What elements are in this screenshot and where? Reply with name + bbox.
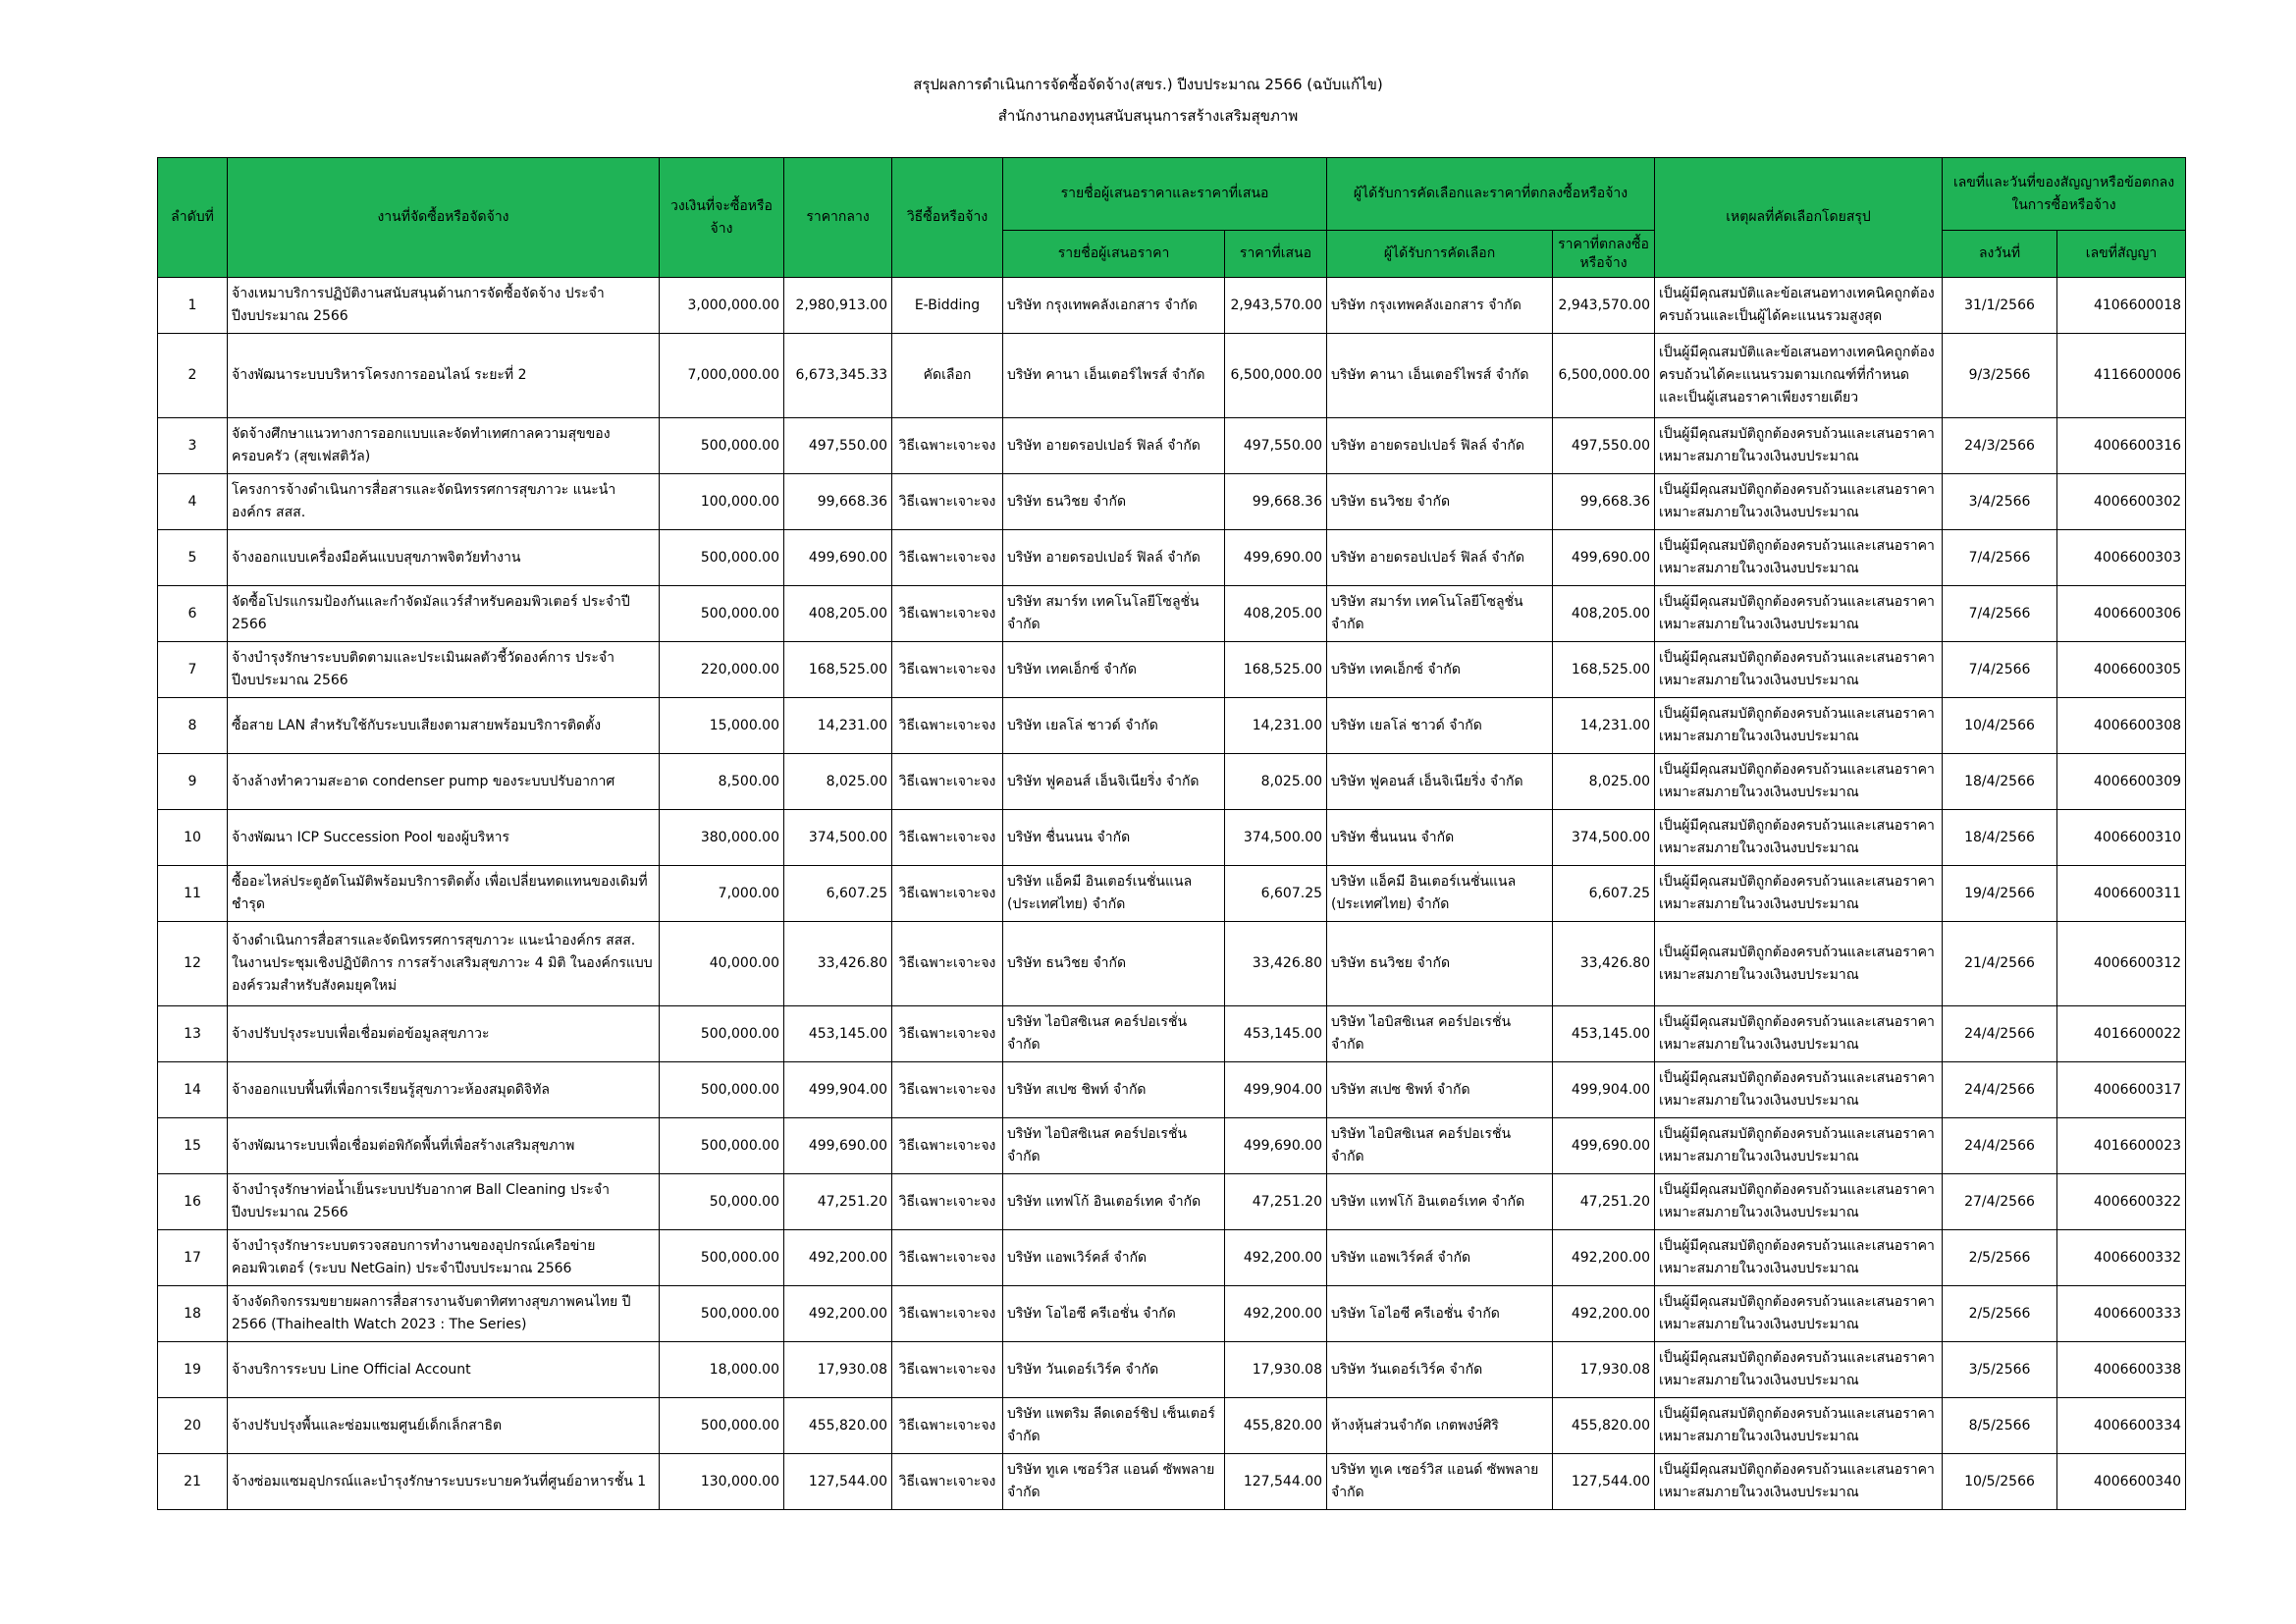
table-row (158, 474, 2186, 530)
cell-winner: บริษัท ไอบิสซิเนส คอร์ปอเรชั่น จำกัด (1327, 1118, 1553, 1174)
cell-method: วิธีเฉพาะเจาะจง (892, 1454, 1003, 1510)
cell-agreed-price: 455,820.00 (1553, 1398, 1655, 1454)
cell-date: 2/5/2566 (1943, 1230, 2057, 1286)
cell-date: 18/4/2566 (1943, 754, 2057, 810)
cell-bidder: บริษัท แอ็คมี อินเตอร์เนชั่นแนล (ประเทศไทย) จำกัด (1003, 866, 1225, 922)
cell-bid-price: 33,426.80 (1225, 922, 1327, 1006)
cell-bidder: บริษัท สมาร์ท เทคโนโลยีโซลูชั่น จำกัด (1003, 586, 1225, 642)
header-bidder: รายชื่อผู้เสนอราคา (1003, 231, 1225, 278)
cell-contract-no: 4006600334 (2057, 1398, 2186, 1454)
page-title: สรุปผลการดำเนินการจัดซื้อจัดจ้าง(สขร.) ปีงบประมาณ 2566 (ฉบับแก้ไข) (913, 76, 1383, 93)
cell-date: 8/5/2566 (1943, 1398, 2057, 1454)
cell-method: วิธีเฉพาะเจาะจง (892, 1230, 1003, 1286)
header-contract-group: เลขที่และวันที่ของสัญญาหรือข้อตกลงในการซื้อหรือจ้าง (1943, 158, 2186, 231)
cell-item: จ้างปรับปรุงระบบเพื่อเชื่อมต่อข้อมูลสุขภาวะ (228, 1006, 660, 1062)
cell-reason: เป็นผู้มีคุณสมบัติถูกต้องครบถ้วนและเสนอราคาเหมาะสมภายในวงเงินงบประมาณ (1655, 1454, 1943, 1510)
cell-seq: 2 (158, 334, 228, 418)
cell-winner: บริษัท ไอบิสซิเนส คอร์ปอเรชั่น จำกัด (1327, 1006, 1553, 1062)
header-bid-price: ราคาที่เสนอ (1225, 231, 1327, 278)
cell-seq: 16 (158, 1174, 228, 1230)
cell-bidder: บริษัท ชื่นนนน จำกัด (1003, 810, 1225, 866)
procurement-table (157, 157, 2186, 1510)
cell-winner: บริษัท วันเดอร์เวิร์ค จำกัด (1327, 1342, 1553, 1398)
cell-median: 455,820.00 (784, 1398, 892, 1454)
cell-budget: 500,000.00 (660, 1118, 784, 1174)
cell-seq: 1 (158, 278, 228, 334)
cell-method: คัดเลือก (892, 334, 1003, 418)
cell-agreed-price: 127,544.00 (1553, 1454, 1655, 1510)
cell-bidder: บริษัท แพตริม ลีดเดอร์ชิป เซ็นเตอร์ จำกัด (1003, 1398, 1225, 1454)
cell-reason: เป็นผู้มีคุณสมบัติถูกต้องครบถ้วนและเสนอราคาเหมาะสมภายในวงเงินงบประมาณ (1655, 810, 1943, 866)
cell-winner: บริษัท สมาร์ท เทคโนโลยีโซลูชั่น จำกัด (1327, 586, 1553, 642)
cell-bid-price: 168,525.00 (1225, 642, 1327, 698)
cell-agreed-price: 374,500.00 (1553, 810, 1655, 866)
table-row (158, 810, 2186, 866)
cell-item: จัดจ้างศึกษาแนวทางการออกแบบและจัดทำเทศกาลความสุขของครอบครัว (สุขเฟสติวัล) (228, 418, 660, 474)
cell-date: 7/4/2566 (1943, 530, 2057, 586)
cell-method: วิธีเฉพาะเจาะจง (892, 1118, 1003, 1174)
cell-contract-no: 4006600309 (2057, 754, 2186, 810)
cell-method: วิธีเฉพาะเจาะจง (892, 586, 1003, 642)
table-row (158, 754, 2186, 810)
cell-reason: เป็นผู้มีคุณสมบัติถูกต้องครบถ้วนและเสนอราคาเหมาะสมภายในวงเงินงบประมาณ (1655, 922, 1943, 1006)
cell-seq: 6 (158, 586, 228, 642)
cell-budget: 8,500.00 (660, 754, 784, 810)
cell-date: 10/4/2566 (1943, 698, 2057, 754)
cell-item: จ้างบำรุงรักษาระบบตรวจสอบการทำงานของอุปกรณ์เครือข่ายคอมพิวเตอร์ (ระบบ NetGain) ประจำปีงบประมาณ 2566 (228, 1230, 660, 1286)
table-row (158, 1174, 2186, 1230)
cell-method: วิธีเฉพาะเจาะจง (892, 698, 1003, 754)
cell-method: วิธีเฉพาะเจาะจง (892, 530, 1003, 586)
cell-method: วิธีเฉพาะเจาะจง (892, 642, 1003, 698)
cell-median: 499,690.00 (784, 1118, 892, 1174)
cell-item: จ้างดำเนินการสื่อสารและจัดนิทรรศการสุขภาวะ แนะนำองค์กร สสส. ในงานประชุมเชิงปฏิบัติการ การสร้างเสริมสุขภาวะ 4 มิติ ในองค์กรแบบองค์รวมสำหรับสังคมยุคใหม่ (228, 922, 660, 1006)
cell-winner: บริษัท สเปซ ชิพท์ จำกัด (1327, 1062, 1553, 1118)
cell-budget: 15,000.00 (660, 698, 784, 754)
cell-item: ซื้ออะไหล่ประตูอัตโนมัติพร้อมบริการติดตั้ง เพื่อเปลี่ยนทดแทนของเดิมที่ชำรุด (228, 866, 660, 922)
cell-seq: 9 (158, 754, 228, 810)
cell-reason: เป็นผู้มีคุณสมบัติถูกต้องครบถ้วนและเสนอราคาเหมาะสมภายในวงเงินงบประมาณ (1655, 1398, 1943, 1454)
cell-item: ซื้อสาย LAN สำหรับใช้กับระบบเสียงตามสายพร้อมบริการติดตั้ง (228, 698, 660, 754)
cell-budget: 3,000,000.00 (660, 278, 784, 334)
cell-date: 3/5/2566 (1943, 1342, 2057, 1398)
cell-item: โครงการจ้างดำเนินการสื่อสารและจัดนิทรรศการสุขภาวะ แนะนำองค์กร สสส. (228, 474, 660, 530)
cell-bid-price: 492,200.00 (1225, 1230, 1327, 1286)
cell-budget: 500,000.00 (660, 1230, 784, 1286)
cell-reason: เป็นผู้มีคุณสมบัติถูกต้องครบถ้วนและเสนอราคาเหมาะสมภายในวงเงินงบประมาณ (1655, 530, 1943, 586)
cell-median: 33,426.80 (784, 922, 892, 1006)
cell-date: 7/4/2566 (1943, 586, 2057, 642)
cell-contract-no: 4006600317 (2057, 1062, 2186, 1118)
cell-item: จ้างบำรุงรักษาระบบติดตามและประเมินผลตัวชี้วัดองค์การ ประจำปีงบประมาณ 2566 (228, 642, 660, 698)
cell-bidder: บริษัท โอไอซี ครีเอชั่น จำกัด (1003, 1286, 1225, 1342)
cell-reason: เป็นผู้มีคุณสมบัติถูกต้องครบถ้วนและเสนอราคาเหมาะสมภายในวงเงินงบประมาณ (1655, 698, 1943, 754)
cell-seq: 11 (158, 866, 228, 922)
cell-median: 17,930.08 (784, 1342, 892, 1398)
cell-bid-price: 455,820.00 (1225, 1398, 1327, 1454)
cell-median: 8,025.00 (784, 754, 892, 810)
page-subtitle: สำนักงานกองทุนสนับสนุนการสร้างเสริมสุขภาพ (997, 107, 1299, 125)
cell-reason: เป็นผู้มีคุณสมบัติถูกต้องครบถ้วนและเสนอราคาเหมาะสมภายในวงเงินงบประมาณ (1655, 418, 1943, 474)
cell-winner: บริษัท ธนวิชย จำกัด (1327, 474, 1553, 530)
cell-date: 3/4/2566 (1943, 474, 2057, 530)
cell-budget: 40,000.00 (660, 922, 784, 1006)
cell-contract-no: 4006600312 (2057, 922, 2186, 1006)
cell-reason: เป็นผู้มีคุณสมบัติและข้อเสนอทางเทคนิคถูกต้องครบถ้วนได้คะแนนรวมตามเกณฑ์ที่กำหนด และเป็นผู้เสนอราคาเพียงรายเดียว (1655, 334, 1943, 418)
cell-agreed-price: 499,690.00 (1553, 530, 1655, 586)
cell-contract-no: 4006600333 (2057, 1286, 2186, 1342)
cell-budget: 500,000.00 (660, 418, 784, 474)
cell-date: 2/5/2566 (1943, 1286, 2057, 1342)
cell-method: วิธีเฉพาะเจาะจง (892, 1342, 1003, 1398)
table-row (158, 922, 2186, 1006)
cell-date: 24/4/2566 (1943, 1006, 2057, 1062)
cell-method: วิธีเฉพาะเจาะจง (892, 1006, 1003, 1062)
cell-bid-price: 453,145.00 (1225, 1006, 1327, 1062)
cell-reason: เป็นผู้มีคุณสมบัติถูกต้องครบถ้วนและเสนอราคาเหมาะสมภายในวงเงินงบประมาณ (1655, 754, 1943, 810)
cell-bid-price: 374,500.00 (1225, 810, 1327, 866)
table-row (158, 334, 2186, 418)
header-winner: ผู้ได้รับการคัดเลือก (1327, 231, 1553, 278)
cell-winner: บริษัท ธนวิชย จำกัด (1327, 922, 1553, 1006)
cell-budget: 500,000.00 (660, 1286, 784, 1342)
cell-budget: 7,000.00 (660, 866, 784, 922)
cell-method: วิธีเฉพาะเจาะจง (892, 474, 1003, 530)
cell-winner: บริษัท แทฟโก้ อินเตอร์เทค จำกัด (1327, 1174, 1553, 1230)
cell-bidder: บริษัท เทคเอ็กซ์ จำกัด (1003, 642, 1225, 698)
table-body (158, 278, 2186, 1510)
cell-median: 99,668.36 (784, 474, 892, 530)
cell-median: 492,200.00 (784, 1230, 892, 1286)
cell-winner: บริษัท แอ็คมี อินเตอร์เนชั่นแนล (ประเทศไทย) จำกัด (1327, 866, 1553, 922)
cell-budget: 500,000.00 (660, 1006, 784, 1062)
cell-budget: 50,000.00 (660, 1174, 784, 1230)
cell-median: 6,607.25 (784, 866, 892, 922)
cell-bid-price: 497,550.00 (1225, 418, 1327, 474)
cell-bidder: บริษัท อายดรอปเปอร์ ฟิลล์ จำกัด (1003, 418, 1225, 474)
cell-seq: 15 (158, 1118, 228, 1174)
cell-contract-no: 4006600311 (2057, 866, 2186, 922)
cell-seq: 19 (158, 1342, 228, 1398)
cell-method: E-Bidding (892, 278, 1003, 334)
cell-bid-price: 6,500,000.00 (1225, 334, 1327, 418)
cell-bid-price: 8,025.00 (1225, 754, 1327, 810)
cell-reason: เป็นผู้มีคุณสมบัติถูกต้องครบถ้วนและเสนอราคาเหมาะสมภายในวงเงินงบประมาณ (1655, 1006, 1943, 1062)
cell-agreed-price: 14,231.00 (1553, 698, 1655, 754)
header-reason: เหตุผลที่คัดเลือกโดยสรุป (1655, 158, 1943, 278)
cell-date: 24/4/2566 (1943, 1062, 2057, 1118)
cell-reason: เป็นผู้มีคุณสมบัติถูกต้องครบถ้วนและเสนอราคาเหมาะสมภายในวงเงินงบประมาณ (1655, 1286, 1943, 1342)
cell-seq: 3 (158, 418, 228, 474)
header-contract-no: เลขที่สัญญา (2057, 231, 2186, 278)
cell-agreed-price: 408,205.00 (1553, 586, 1655, 642)
cell-method: วิธีเฉพาะเจาะจง (892, 1398, 1003, 1454)
cell-winner: บริษัท ชื่นนนน จำกัด (1327, 810, 1553, 866)
table-row (158, 1062, 2186, 1118)
cell-bid-price: 17,930.08 (1225, 1342, 1327, 1398)
table-row (158, 866, 2186, 922)
cell-contract-no: 4006600340 (2057, 1454, 2186, 1510)
cell-median: 499,690.00 (784, 530, 892, 586)
cell-median: 492,200.00 (784, 1286, 892, 1342)
cell-budget: 220,000.00 (660, 642, 784, 698)
header-budget: วงเงินที่จะซื้อหรือจ้าง (660, 158, 784, 278)
table-row (158, 1454, 2186, 1510)
cell-winner: บริษัท คานา เอ็นเตอร์ไพรส์ จำกัด (1327, 334, 1553, 418)
cell-bid-price: 127,544.00 (1225, 1454, 1327, 1510)
cell-bid-price: 2,943,570.00 (1225, 278, 1327, 334)
table-row (158, 278, 2186, 334)
cell-budget: 500,000.00 (660, 586, 784, 642)
cell-agreed-price: 47,251.20 (1553, 1174, 1655, 1230)
cell-bid-price: 492,200.00 (1225, 1286, 1327, 1342)
cell-reason: เป็นผู้มีคุณสมบัติและข้อเสนอทางเทคนิคถูกต้องครบถ้วนและเป็นผู้ได้คะแนนรวมสูงสุด (1655, 278, 1943, 334)
table-row (158, 1398, 2186, 1454)
cell-bidder: บริษัท ธนวิชย จำกัด (1003, 922, 1225, 1006)
header-winner-group: ผู้ได้รับการคัดเลือกและราคาที่ตกลงซื้อหรือจ้าง (1327, 158, 1655, 231)
cell-bid-price: 499,904.00 (1225, 1062, 1327, 1118)
cell-item: จ้างซ่อมแซมอุปกรณ์และบำรุงรักษาระบบระบายควันที่ศูนย์อาหารชั้น 1 (228, 1454, 660, 1510)
cell-bidder: บริษัท คานา เอ็นเตอร์ไพรส์ จำกัด (1003, 334, 1225, 418)
cell-seq: 4 (158, 474, 228, 530)
cell-winner: บริษัท แอพเวิร์คส์ จำกัด (1327, 1230, 1553, 1286)
cell-median: 374,500.00 (784, 810, 892, 866)
cell-item: จ้างออกแบบพื้นที่เพื่อการเรียนรู้สุขภาวะห้องสมุดดิจิทัล (228, 1062, 660, 1118)
table-row (158, 698, 2186, 754)
cell-agreed-price: 499,690.00 (1553, 1118, 1655, 1174)
cell-method: วิธีเฉพาะเจาะจง (892, 418, 1003, 474)
cell-item: จ้างบำรุงรักษาท่อน้ำเย็นระบบปรับอากาศ Ball Cleaning ประจำปีงบประมาณ 2566 (228, 1174, 660, 1230)
cell-median: 127,544.00 (784, 1454, 892, 1510)
cell-bidder: บริษัท แทฟโก้ อินเตอร์เทค จำกัด (1003, 1174, 1225, 1230)
cell-bidder: บริษัท เยลโล่ ชาวด์ จำกัด (1003, 698, 1225, 754)
cell-contract-no: 4006600306 (2057, 586, 2186, 642)
cell-budget: 380,000.00 (660, 810, 784, 866)
cell-seq: 5 (158, 530, 228, 586)
cell-method: วิธีเฉพาะเจาะจง (892, 810, 1003, 866)
cell-median: 2,980,913.00 (784, 278, 892, 334)
cell-item: จ้างปรับปรุงพื้นและซ่อมแซมศูนย์เด็กเล็กสาธิต (228, 1398, 660, 1454)
cell-contract-no: 4006600302 (2057, 474, 2186, 530)
table-row (158, 1342, 2186, 1398)
cell-item: จ้างพัฒนาระบบบริหารโครงการออนไลน์ ระยะที่ 2 (228, 334, 660, 418)
cell-bidder: บริษัท ธนวิชย จำกัด (1003, 474, 1225, 530)
cell-agreed-price: 168,525.00 (1553, 642, 1655, 698)
cell-median: 14,231.00 (784, 698, 892, 754)
cell-date: 31/1/2566 (1943, 278, 2057, 334)
cell-winner: บริษัท อายดรอปเปอร์ ฟิลล์ จำกัด (1327, 530, 1553, 586)
cell-reason: เป็นผู้มีคุณสมบัติถูกต้องครบถ้วนและเสนอราคาเหมาะสมภายในวงเงินงบประมาณ (1655, 642, 1943, 698)
cell-winner: บริษัท เทคเอ็กซ์ จำกัด (1327, 642, 1553, 698)
header-date: ลงวันที่ (1943, 231, 2057, 278)
cell-item: จ้างเหมาบริการปฏิบัติงานสนับสนุนด้านการจัดซื้อจัดจ้าง ประจำปีงบประมาณ 2566 (228, 278, 660, 334)
table-row (158, 1286, 2186, 1342)
cell-median: 6,673,345.33 (784, 334, 892, 418)
header-seq: ลำดับที่ (158, 158, 228, 278)
header-method: วิธีซื้อหรือจ้าง (892, 158, 1003, 278)
cell-winner: บริษัท เยลโล่ ชาวด์ จำกัด (1327, 698, 1553, 754)
cell-date: 9/3/2566 (1943, 334, 2057, 418)
cell-median: 408,205.00 (784, 586, 892, 642)
cell-contract-no: 4006600332 (2057, 1230, 2186, 1286)
cell-method: วิธีเฉพาะเจาะจง (892, 922, 1003, 1006)
cell-method: วิธีเฉพาะเจาะจง (892, 866, 1003, 922)
cell-bid-price: 14,231.00 (1225, 698, 1327, 754)
cell-item: จ้างจัดกิจกรรมขยายผลการสื่อสารงานจับตาทิศทางสุขภาพคนไทย ปี 2566 (Thaihealth Watch 2023 : The Series) (228, 1286, 660, 1342)
cell-contract-no: 4006600308 (2057, 698, 2186, 754)
cell-method: วิธีเฉพาะเจาะจง (892, 754, 1003, 810)
table-row (158, 1230, 2186, 1286)
cell-bidder: บริษัท ทูเค เซอร์วิส แอนด์ ซัพพลาย จำกัด (1003, 1454, 1225, 1510)
cell-item: จ้างพัฒนาระบบเพื่อเชื่อมต่อพิกัดพื้นที่เพื่อสร้างเสริมสุขภาพ (228, 1118, 660, 1174)
header-agreed-price: ราคาที่ตกลงซื้อหรือจ้าง (1553, 231, 1655, 278)
cell-reason: เป็นผู้มีคุณสมบัติถูกต้องครบถ้วนและเสนอราคาเหมาะสมภายในวงเงินงบประมาณ (1655, 1174, 1943, 1230)
cell-date: 19/4/2566 (1943, 866, 2057, 922)
cell-item: จ้างพัฒนา ICP Succession Pool ของผู้บริหาร (228, 810, 660, 866)
cell-median: 47,251.20 (784, 1174, 892, 1230)
cell-item: จ้างล้างทำความสะอาด condenser pump ของระบบปรับอากาศ (228, 754, 660, 810)
cell-agreed-price: 99,668.36 (1553, 474, 1655, 530)
cell-median: 499,904.00 (784, 1062, 892, 1118)
cell-winner: บริษัท อายดรอปเปอร์ ฟิลล์ จำกัด (1327, 418, 1553, 474)
cell-reason: เป็นผู้มีคุณสมบัติถูกต้องครบถ้วนและเสนอราคาเหมาะสมภายในวงเงินงบประมาณ (1655, 474, 1943, 530)
cell-reason: เป็นผู้มีคุณสมบัติถูกต้องครบถ้วนและเสนอราคาเหมาะสมภายในวงเงินงบประมาณ (1655, 1342, 1943, 1398)
cell-bidder: บริษัท อายดรอปเปอร์ ฟิลล์ จำกัด (1003, 530, 1225, 586)
cell-seq: 13 (158, 1006, 228, 1062)
cell-agreed-price: 17,930.08 (1553, 1342, 1655, 1398)
cell-bid-price: 499,690.00 (1225, 1118, 1327, 1174)
cell-budget: 130,000.00 (660, 1454, 784, 1510)
cell-budget: 7,000,000.00 (660, 334, 784, 418)
cell-item: จัดซื้อโปรแกรมป้องกันและกำจัดมัลแวร์สำหรับคอมพิวเตอร์ ประจำปี 2566 (228, 586, 660, 642)
cell-agreed-price: 8,025.00 (1553, 754, 1655, 810)
cell-seq: 12 (158, 922, 228, 1006)
cell-median: 168,525.00 (784, 642, 892, 698)
table-row (158, 530, 2186, 586)
cell-agreed-price: 33,426.80 (1553, 922, 1655, 1006)
cell-date: 27/4/2566 (1943, 1174, 2057, 1230)
table-row (158, 1006, 2186, 1062)
cell-winner: บริษัท โอไอซี ครีเอชั่น จำกัด (1327, 1286, 1553, 1342)
cell-seq: 18 (158, 1286, 228, 1342)
cell-item: จ้างออกแบบเครื่องมือค้นแบบสุขภาพจิตวัยทำงาน (228, 530, 660, 586)
header-median: ราคากลาง (784, 158, 892, 278)
cell-contract-no: 4006600303 (2057, 530, 2186, 586)
cell-budget: 500,000.00 (660, 1062, 784, 1118)
cell-median: 453,145.00 (784, 1006, 892, 1062)
table-row (158, 642, 2186, 698)
cell-seq: 17 (158, 1230, 228, 1286)
cell-date: 24/3/2566 (1943, 418, 2057, 474)
cell-agreed-price: 6,607.25 (1553, 866, 1655, 922)
cell-seq: 7 (158, 642, 228, 698)
table-row (158, 1118, 2186, 1174)
cell-date: 21/4/2566 (1943, 922, 2057, 1006)
cell-seq: 20 (158, 1398, 228, 1454)
cell-budget: 100,000.00 (660, 474, 784, 530)
cell-contract-no: 4106600018 (2057, 278, 2186, 334)
cell-contract-no: 4006600338 (2057, 1342, 2186, 1398)
cell-reason: เป็นผู้มีคุณสมบัติถูกต้องครบถ้วนและเสนอราคาเหมาะสมภายในวงเงินงบประมาณ (1655, 866, 1943, 922)
cell-winner: บริษัท ฟูคอนส์ เอ็นจิเนียริ่ง จำกัด (1327, 754, 1553, 810)
cell-agreed-price: 497,550.00 (1553, 418, 1655, 474)
cell-item: จ้างบริการระบบ Line Official Account (228, 1342, 660, 1398)
cell-bidder: บริษัท วันเดอร์เวิร์ค จำกัด (1003, 1342, 1225, 1398)
cell-contract-no: 4016600022 (2057, 1006, 2186, 1062)
cell-method: วิธีเฉพาะเจาะจง (892, 1062, 1003, 1118)
cell-agreed-price: 492,200.00 (1553, 1286, 1655, 1342)
cell-contract-no: 4006600305 (2057, 642, 2186, 698)
cell-bidder: บริษัท สเปซ ชิพท์ จำกัด (1003, 1062, 1225, 1118)
cell-bidder: บริษัท ฟูคอนส์ เอ็นจิเนียริ่ง จำกัด (1003, 754, 1225, 810)
cell-seq: 8 (158, 698, 228, 754)
cell-agreed-price: 499,904.00 (1553, 1062, 1655, 1118)
table-row (158, 418, 2186, 474)
cell-agreed-price: 6,500,000.00 (1553, 334, 1655, 418)
cell-winner: ห้างหุ้นส่วนจำกัด เกตพงษ์ศิริ (1327, 1398, 1553, 1454)
cell-seq: 10 (158, 810, 228, 866)
cell-date: 7/4/2566 (1943, 642, 2057, 698)
cell-seq: 21 (158, 1454, 228, 1510)
cell-bid-price: 408,205.00 (1225, 586, 1327, 642)
header-item: งานที่จัดซื้อหรือจัดจ้าง (228, 158, 660, 278)
cell-date: 18/4/2566 (1943, 810, 2057, 866)
cell-method: วิธีเฉพาะเจาะจง (892, 1174, 1003, 1230)
cell-reason: เป็นผู้มีคุณสมบัติถูกต้องครบถ้วนและเสนอราคาเหมาะสมภายในวงเงินงบประมาณ (1655, 1062, 1943, 1118)
cell-reason: เป็นผู้มีคุณสมบัติถูกต้องครบถ้วนและเสนอราคาเหมาะสมภายในวงเงินงบประมาณ (1655, 586, 1943, 642)
cell-median: 497,550.00 (784, 418, 892, 474)
cell-bidder: บริษัท กรุงเทพคลังเอกสาร จำกัด (1003, 278, 1225, 334)
table-row (158, 586, 2186, 642)
cell-bid-price: 6,607.25 (1225, 866, 1327, 922)
cell-contract-no: 4016600023 (2057, 1118, 2186, 1174)
cell-bidder: บริษัท ไอบิสซิเนส คอร์ปอเรชั่น จำกัด (1003, 1006, 1225, 1062)
cell-budget: 500,000.00 (660, 1398, 784, 1454)
cell-reason: เป็นผู้มีคุณสมบัติถูกต้องครบถ้วนและเสนอราคาเหมาะสมภายในวงเงินงบประมาณ (1655, 1230, 1943, 1286)
cell-bid-price: 47,251.20 (1225, 1174, 1327, 1230)
cell-agreed-price: 2,943,570.00 (1553, 278, 1655, 334)
cell-contract-no: 4006600316 (2057, 418, 2186, 474)
cell-seq: 14 (158, 1062, 228, 1118)
cell-agreed-price: 492,200.00 (1553, 1230, 1655, 1286)
cell-winner: บริษัท ทูเค เซอร์วิส แอนด์ ซัพพลาย จำกัด (1327, 1454, 1553, 1510)
cell-contract-no: 4006600322 (2057, 1174, 2186, 1230)
cell-contract-no: 4116600006 (2057, 334, 2186, 418)
cell-contract-no: 4006600310 (2057, 810, 2186, 866)
cell-reason: เป็นผู้มีคุณสมบัติถูกต้องครบถ้วนและเสนอราคาเหมาะสมภายในวงเงินงบประมาณ (1655, 1118, 1943, 1174)
cell-agreed-price: 453,145.00 (1553, 1006, 1655, 1062)
cell-winner: บริษัท กรุงเทพคลังเอกสาร จำกัด (1327, 278, 1553, 334)
cell-date: 10/5/2566 (1943, 1454, 2057, 1510)
header-bidders-group: รายชื่อผู้เสนอราคาและราคาที่เสนอ (1003, 158, 1327, 231)
cell-bidder: บริษัท แอพเวิร์คส์ จำกัด (1003, 1230, 1225, 1286)
cell-budget: 18,000.00 (660, 1342, 784, 1398)
cell-bid-price: 99,668.36 (1225, 474, 1327, 530)
cell-method: วิธีเฉพาะเจาะจง (892, 1286, 1003, 1342)
cell-bidder: บริษัท ไอบิสซิเนส คอร์ปอเรชั่น จำกัด (1003, 1118, 1225, 1174)
cell-budget: 500,000.00 (660, 530, 784, 586)
cell-date: 24/4/2566 (1943, 1118, 2057, 1174)
cell-bid-price: 499,690.00 (1225, 530, 1327, 586)
